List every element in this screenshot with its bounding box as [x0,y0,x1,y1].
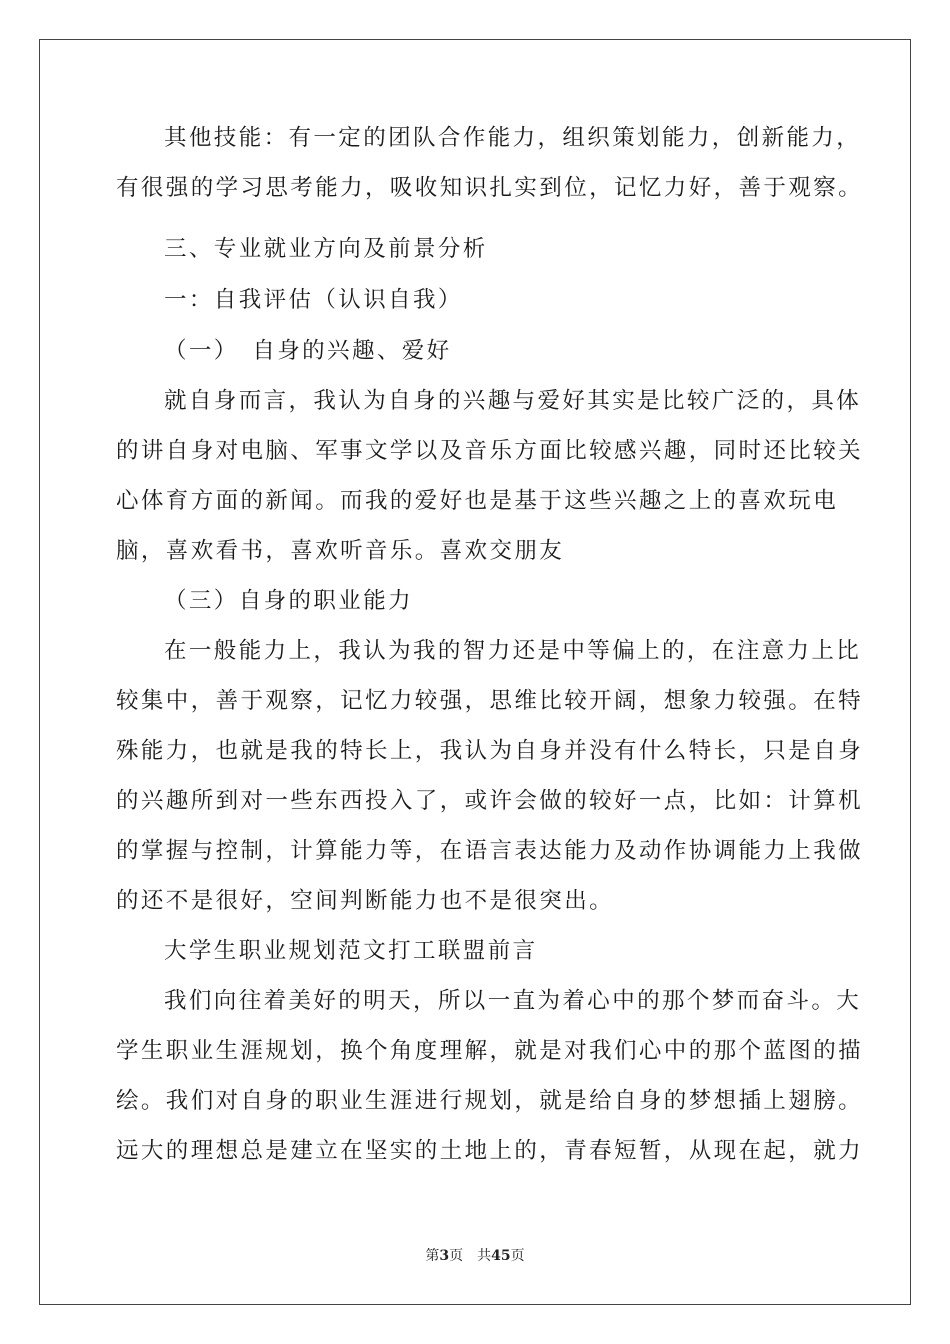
paragraph-line: 就自身而言，我认为自身的兴趣与爱好其实是比较广泛的，具体 [164,388,862,414]
paragraph-line: 绘。我们对自身的职业生涯进行规划，就是给自身的梦想插上翅膀。 [116,1088,864,1114]
section-heading: 三、专业就业方向及前景分析 [164,236,488,262]
paragraph-line: 在一般能力上，我认为我的智力还是中等偏上的，在注意力上比 [164,638,862,664]
page-suffix: 页 [510,1248,525,1264]
paragraph-line: 的讲自身对电脑、军事文学以及音乐方面比较感兴趣，同时还比较关 [116,438,864,464]
page-footer [0,1246,950,1266]
paragraph-line: 的掌握与控制，计算能力等，在语言表达能力及动作协调能力上我做 [116,838,864,864]
paragraph-line: 心体育方面的新闻。而我的爱好也是基于这些兴趣之上的喜欢玩电 [116,488,839,514]
paragraph-line: 远大的理想总是建立在坚实的土地上的，青春短暂，从现在起，就力 [116,1138,864,1164]
page-number: 3 [439,1248,450,1264]
section-heading: 一：自我评估（认识自我） [164,287,463,313]
page-total: 45 [491,1248,511,1264]
paragraph-line: 较集中，善于观察，记忆力较强，思维比较开阔，想象力较强。在特 [116,688,864,714]
paragraph-line: 其他技能：有一定的团队合作能力，组织策划能力，创新能力， [164,125,862,151]
paragraph-line: 学生职业生涯规划，换个角度理解，就是对我们心中的那个蓝图的描 [116,1038,864,1064]
page-mid: 页 共 [449,1248,492,1264]
paragraph-line: 的兴趣所到对一些东西投入了，或许会做的较好一点，比如：计算机 [116,788,864,814]
paragraph-line: 脑，喜欢看书，喜欢听音乐。喜欢交朋友 [116,538,565,564]
subsection-heading: （一） 自身的兴趣、爱好 [164,338,452,364]
paragraph-line: 有很强的学习思考能力，吸收知识扎实到位，记忆力好，善于观察。 [116,175,864,201]
paragraph-line: 我们向往着美好的明天，所以一直为着心中的那个梦而奋斗。大 [164,988,862,1014]
page-prefix: 第 [425,1248,440,1264]
paragraph-line: 的还不是很好，空间判断能力也不是很突出。 [116,888,615,914]
section-heading: 大学生职业规划范文打工联盟前言 [164,938,538,964]
subsection-heading: （三）自身的职业能力 [164,588,414,614]
paragraph-line: 殊能力，也就是我的特长上，我认为自身并没有什么特长，只是自身 [116,738,864,764]
